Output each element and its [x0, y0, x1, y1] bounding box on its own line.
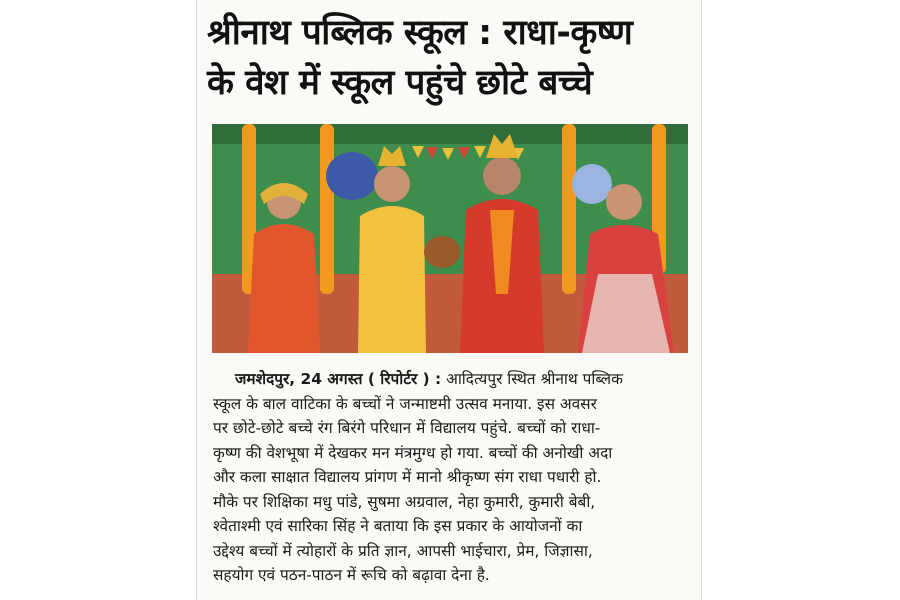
article-body	[213, 367, 687, 588]
headline-line-1: श्रीनाथ पब्लिक स्कूल : राधा-कृष्ण	[207, 13, 633, 53]
body-line-8: उद्देश्य बच्चों में त्योहारों के प्रति ज्ञान, आपसी भाईचारा, प्रेम, जिज्ञासा,	[213, 541, 593, 560]
photo-illustration	[212, 124, 688, 353]
body-line-5: और कला साक्षात विद्यालय प्रांगण में मानो श्रीकृष्ण संग राधा पधारी हो.	[213, 468, 602, 486]
headline	[207, 8, 693, 108]
article-photo	[212, 124, 688, 353]
body-line-7: श्वेताश्मी एवं सारिका सिंह ने बताया कि इस प्रकार के आयोजनों का	[213, 517, 583, 535]
newspaper-clipping	[196, 0, 702, 600]
dateline: जमशेदपुर, 24 अगस्त ( रिपोर्टर ) :	[235, 370, 442, 388]
body-line-4: कृष्ण की वेशभूषा में देखकर मन मंत्रमुग्ध हो गया. बच्चों की अनोखी अदा	[213, 443, 613, 462]
body-line-9: सहयोग एवं पठन-पाठन में रूचि को बढ़ावा देना है.	[213, 566, 490, 584]
body-line-3: पर छोटे-छोटे बच्चे रंग बिरंगे परिधान में विद्यालय पहुंचे. बच्चों को राधा-	[213, 419, 601, 437]
headline-line-2: के वेश में स्कूल पहुंचे छोटे बच्चे	[207, 63, 593, 103]
body-line-1	[213, 367, 687, 392]
body-line-2: स्कूल के बाल वाटिका के बच्चों ने जन्माष्टमी उत्सव मनाया. इस अवसर	[213, 394, 597, 413]
body-line-6: मौके पर शिक्षिका मधु पांडे, सुषमा अग्रवाल, नेहा कुमारी, कुमारी बेबी,	[213, 492, 596, 511]
body-line-1-text: आदित्यपुर स्थित श्रीनाथ पब्लिक	[441, 370, 623, 388]
